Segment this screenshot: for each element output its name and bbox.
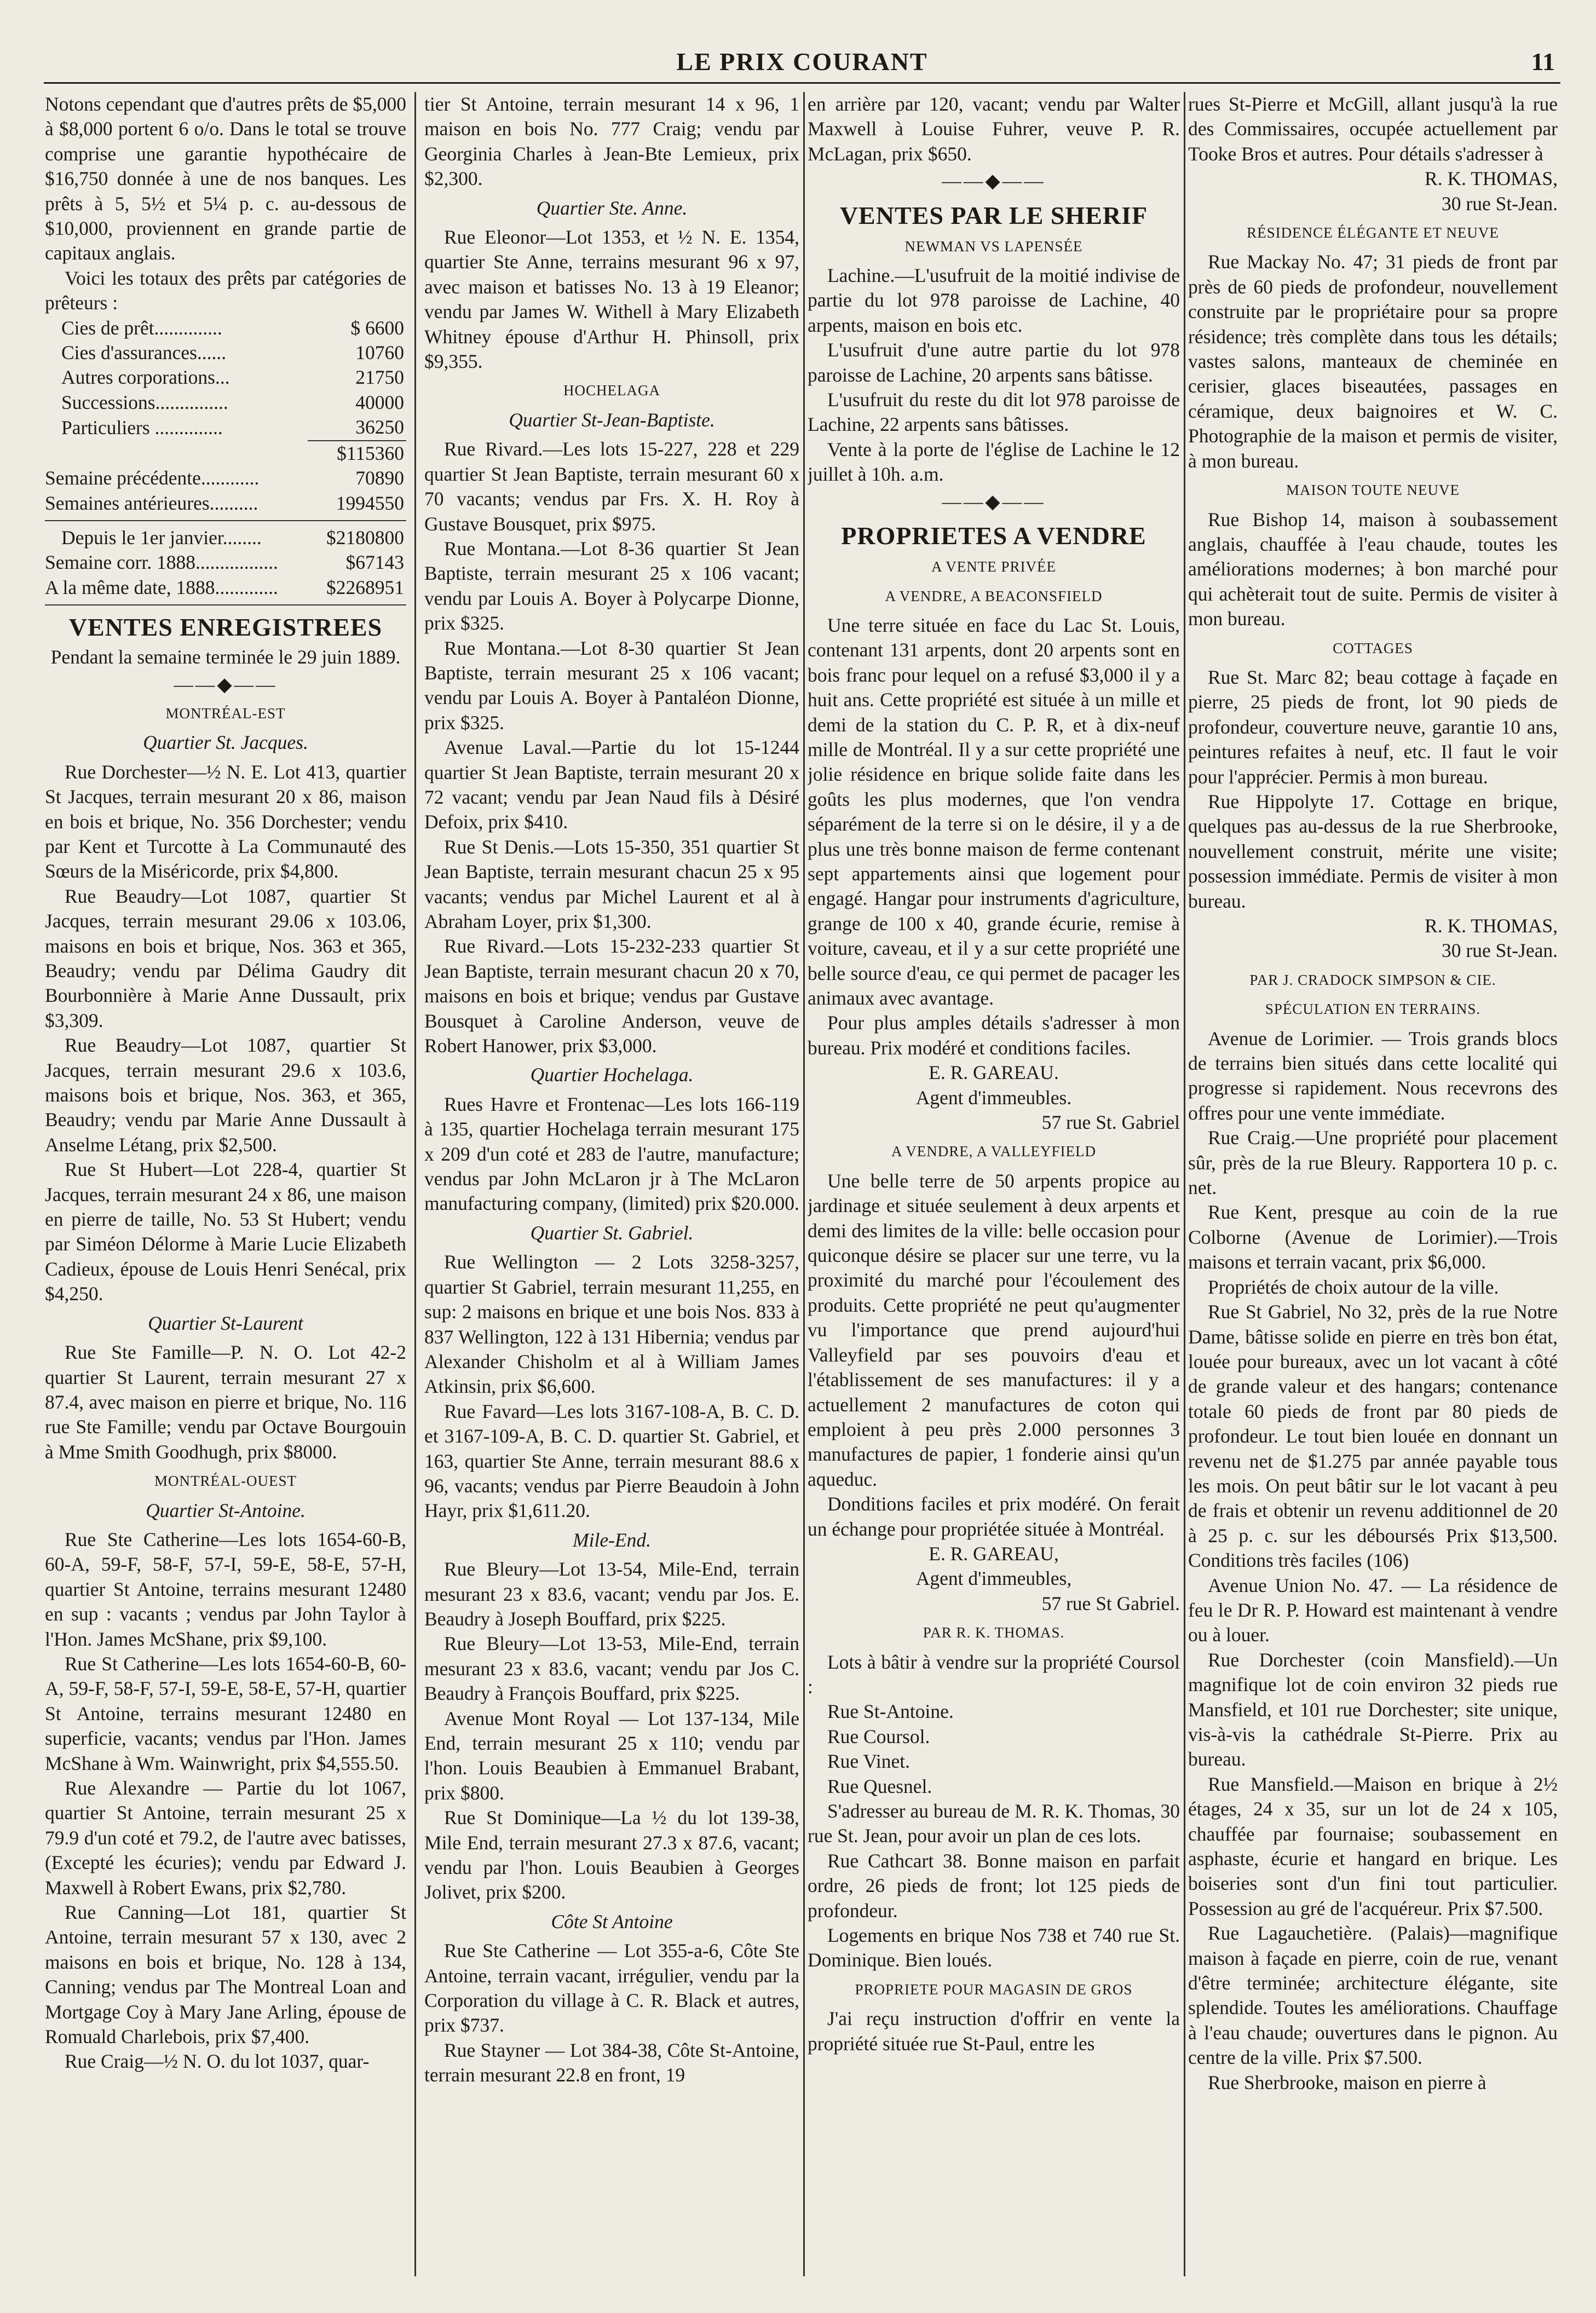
table-row [45,341,406,365]
sale-entry: Rue Favard—Les lots 3167-108-A, B. C. D. et 3167-109-A, B. C. D. quartier St. Gabriel, et 163, quartier Ste Anne, terrain mesurant 88.6 x 96, vacants; vendus par Pierre Beaudoin à John Hayr, prix $1,611.20. [424,1400,799,1522]
signature-name: E. R. GAREAU. [929,1062,1059,1084]
subsection-heading: SPÉCULATION EN TERRAINS. [1265,1001,1481,1018]
subsection-heading: A VENTE PRIVÉE [931,558,1056,575]
listing-text: Rue Dorchester (coin Mansfield).—Un magnifique lot de coin environ 32 pieds rue Mansfield, et 101 rue Dorchester; site unique, vis-à-vis la cathédrale St-Pierre. Prix au bureau. [1188,1648,1558,1770]
loan-amount: 10760 [355,342,404,364]
sale-entry: Rue Wellington — 2 Lots 3258-3257, quartier St Gabriel, terrain mesurant 11,255, en sup: 2 maisons en brique et une bois Nos. 833 à 837 Wellington, 122 à 131 Hibernia; vendus par Alexander Chisholm et al à William James Atkinsin, prix $6,600. [424,1251,799,1398]
subsection-heading: A VENDRE, A VALLEYFIELD [891,1143,1097,1160]
column-4 [1188,92,1558,2271]
divider [45,520,406,521]
sale-entry: Rue Eleonor—Lot 1353, et ½ N. E. 1354, quartier Ste Anne, terrains mesurant 96 x 97, avec maison et batisses No. 13 à 19 Eleanor; vendu par James W. Withell à Mary Elizabeth Whitney épouse d'Arthur H. Phinsoll, prix $9,355. [424,226,799,373]
listing-text: Avenue Union No. 47. — La résidence de feu le Dr R. P. Howard est maintenant à vendre ou à louer. [1188,1574,1558,1646]
signature-name: E. R. GAREAU, [929,1542,1059,1565]
sale-entry: Rue Canning—Lot 181, quartier St Antoine, terrain mesurant 57 x 130, avec 2 maisons en bois et brique, No. 128 à 134, Canning; vendus par The Montreal Loan and Mortgage Coy à Mary Jane Arling, épouse de Romuald Charlebois, prix $7,400. [45,1901,406,2048]
listing-text: rues St-Pierre et McGill, allant jusqu'à la rue des Commissaires, occupée actuellement par Tooke Bros et autres. Pour détails s'adresser à [1188,93,1558,165]
street-item: Rue Coursol. [827,1725,930,1747]
quarter-heading: Quartier St. Gabriel. [530,1221,694,1244]
case-title: NEWMAN VS LAPENSÉE [904,238,1083,255]
signature-address: 30 rue St-Jean. [1442,192,1558,215]
listing-text: J'ai reçu instruction d'offrir en vente la propriété située rue St-Paul, entre les [808,2008,1180,2055]
listing-text: Une terre située en face du Lac St. Louis, contenant 131 arpents, dont 20 arpents sont en bois franc pour lequel on a refusé $3,000 il y a huit ans. Cette propriété est située à un mille et demi de la station du C. P. R, et à dix-neuf mille de Montréal. Il y a sur cette propriété une jolie résidence en brique solide faite dans les goûts les plus modernes, que l'on vendra séparément de la terre si on le désire, il y a de plus une très bonne maison de ferme contenant sept appartements ainsi que logement pour engagé. Hangar pour instruments d'agriculture, grange de 100 x 40, grande écurie, remise à voiture, caveau, et il y a sur cette propriété une belle source d'eau, ce qui permet de pacager les animaux avec avantage. [808,614,1180,1009]
total-label: Semaines antérieures.......... [45,492,258,514]
loan-category: Cies d'assurances...... [61,342,227,364]
column-rule [1184,92,1185,2276]
quarter-heading: Quartier St-Laurent [148,1312,303,1334]
sale-entry: Rue Craig—½ N. O. du lot 1037, quar- [65,2050,370,2073]
ornament-divider: ——◆—— [942,490,1046,512]
sale-entry: Rue Ste Catherine — Lot 355-a-6, Côte Ste Antoine, terrain vacant, irrégulier, vendu par la Corporation du village à C. R. Black et autres, prix $737. [424,1940,799,2037]
signature-address: 57 rue St. Gabriel [1041,1111,1180,1134]
loan-amount: 21750 [355,366,404,389]
ornament-divider: ——◆—— [174,673,278,695]
divider [45,604,406,605]
signature-address: 30 rue St-Jean. [1442,939,1558,962]
column-1 [45,92,406,2271]
listing-text: Rue Lagauchetière. (Palais)—magnifique maison à façade en pierre, coin de rue, venant d'être terminée; architecture élégante, site splendide. Toutes les améliorations. Chauffage à l'eau chaude; ouvertures dans le pignon. Au centre de la ville. Prix $7.500. [1188,1922,1558,2069]
sale-entry: Rue Rivard.—Lots 15-232-233 quartier St Jean Baptiste, terrain mesurant chacun 20 x 70, maisons en bois et brique; vendus par Gustave Bousquet à Caroline Anderson, veuve de Robert Hanower, prix $3,000. [424,935,799,1057]
table-row [45,365,406,390]
listing-text: Rue St. Marc 82; beau cottage à façade en pierre, 25 pieds de front, lot 90 pieds de profondeur, couverture neuve, garantie 10 ans, peintures refaites à neuf, etc. Il faut le voir pour l'apprécier. Permis à mon bureau. [1188,666,1558,788]
page-number: 11 [1531,48,1555,76]
listing-text: Une belle terre de 50 arpents propice au jardinage et située seulement à deux arpents et demi des limites de la ville: belle occasion pour quiconque désire se placer sur une terre, vu la proximité du marché pour l'écoulement des produits. Cette propriété ne peut qu'augmenter vu l'importance que prend aujourd'hui Valleyfield par ses pouvoirs d'eau et l'établissement de ses manufactures: il y a actuellement 2 manufactures de coton qui emploient à peu près 2.000 personnes 3 manufactures de papier, 1 fonderie ainsi qu'un aqueduc. [808,1169,1180,1490]
table-row [45,550,406,575]
section-heading: VENTES ENREGISTREES [68,613,383,642]
sale-entry: Rues Havre et Frontenac—Les lots 166-119 à 135, quartier Hochelaga terrain mesurant 175 x 209 d'un coté et 283 de l'autre, manufacture; vendus par John McLaron jr à The McLaron manufacturing company, (limited) prix $20.000. [424,1093,799,1215]
sheriff-entry: Lachine.—L'usufruit de la moitié indivise de partie du lot 978 paroisse de Lachine, 40 arpents, maison en bois etc. [808,264,1180,336]
sale-entry: Rue Montana.—Lot 8-30 quartier St Jean Baptiste, terrain mesurant 25 x 106 vacant; vendu par Louis A. Boyer à Pantaléon Dionne, prix $325. [424,637,799,734]
sale-entry: Avenue Laval.—Partie du lot 15-1244 quartier St Jean Baptiste, terrain mesurant 20 x 72 vacant; vendu par Jean Naud fils à Désiré Defoix, prix $410. [424,736,799,833]
masthead [44,44,1560,84]
column-rule [803,92,805,2276]
listing-text: Avenue de Lorimier. — Trois grands blocs de terrains bien situés dans cette localité qui progresse si rapidement. Nous recevrons des offres pour une vente immédiate. [1188,1027,1558,1124]
table-row [45,316,406,341]
sale-entry: en arrière par 120, vacant; vendu par Walter Maxwell à Louise Fuhrer, veuve P. R. McLagan, prix $650. [808,93,1180,165]
loan-amount: $ 6600 [350,316,404,339]
listing-text: Rue St Gabriel, No 32, près de la rue Notre Dame, bâtisse solide en pierre en très bon état, louée pour bureaux, avec un lot vacant à côté de grande valeur et des hangars; contenance totale 60 pieds de front par 80 pieds de profondeur. Le tout bien louée en donnant un revenu net de $1.275 par année payable tous les mois. On peut bâtir sur le lot vacant à peu de frais et obtenir un revenu additionnel de 20 à 25 p. c. sur les déboursés Prix $13,500. Conditions très faciles (106) [1188,1301,1558,1572]
table-row [45,466,406,491]
total-value: 1994550 [336,492,404,514]
sale-entry: Rue Bleury—Lot 13-54, Mile-End, terrain mesurant 23 x 83.6, vacant; vendu par Jos. E. Beaudry à Joseph Bouffard, prix $225. [424,1558,799,1630]
weekly-totals-table [45,466,406,516]
section-heading: PROPRIETES A VENDRE [841,522,1146,550]
cumulative-totals-table [45,526,406,600]
subsection-heading: COTTAGES [1333,639,1413,656]
paragraph: Notons cependant que d'autres prêts de $5,000 à $8,000 portent 6 o/o. Dans le total se trouve comprise une garantie hypothécaire de $16,750 donnée à une de nos banques. Les prêts à 5, 5½ et 5¼ p. c. au-dessous de $10,000, proviennent en grande partie de capitaux anglais. [45,93,406,264]
signature-address: 57 rue St Gabriel. [1041,1592,1180,1614]
signature-name: R. K. THOMAS, [1425,915,1558,937]
quarter-heading: Quartier St-Jean-Baptiste. [509,408,715,431]
ornament-divider: ——◆—— [942,170,1046,192]
sale-entry: Rue Montana.—Lot 8-36 quartier St Jean Baptiste, terrain mesurant 25 x 106 vacant; vendu par Louis A. Boyer à Polycarpe Dionne, prix $325. [424,537,799,635]
street-item: Rue St-Antoine. [827,1700,954,1723]
quarter-heading: Quartier Ste. Anne. [536,197,688,219]
sale-entry: Rue St Dominique—La ½ du lot 139-38, Mile End, terrain mesurant 27.3 x 87.6, vacant; vendu par l'hon. Louis Beaubien à Georges Jolivet, prix $200. [424,1807,799,1904]
subsection-heading: PROPRIETE POUR MAGASIN DE GROS [855,1981,1133,1998]
sale-entry: Rue Rivard.—Les lots 15-227, 228 et 229 quartier St Jean Baptiste, terrain mesurant 60 x 70 vacants; vendus par Frs. X. H. Roy à Gustave Bousquet, prix $975. [424,438,799,535]
table-row [45,575,406,600]
quarter-heading: Quartier Hochelaga. [530,1064,694,1086]
newspaper-title: LE PRIX COURANT [676,48,928,76]
listing-text: Rue Craig.—Une propriété pour placement sûr, près de la rue Bleury. Rapportera 10 p. c. net. [1188,1127,1558,1199]
sale-entry: Rue Dorchester—½ N. E. Lot 413, quartier St Jacques, terrain mesurant 20 x 86, maison en bois et brique, No. 356 Dorchester; vendu par Kent et Turcotte à La Communauté des Sœurs de la Miséricorde, prix $4,800. [45,760,406,882]
sale-entry: Rue Bleury—Lot 13-53, Mile-End, terrain mesurant 23 x 83.6, vacant; vendu par Jos C. Beaudry à François Bouffard, prix $225. [424,1633,799,1705]
total-label: Depuis le 1er janvier........ [61,526,262,549]
subsection-heading: MAISON TOUTE NEUVE [1286,482,1460,499]
subsection-heading: PAR J. CRADOCK SIMPSON & CIE. [1249,971,1496,988]
signature-role: Agent d'immeubles. [915,1086,1072,1109]
quarter-heading: Côte St Antoine [551,1910,673,1933]
listing-text: Rue Hippolyte 17. Cottage en brique, quelques pas au-dessus de la rue Sherbrooke, nouvellement construit, mérite une visite; possession immédiate. Permis de visiter à mon bureau. [1188,790,1558,912]
table-row [45,491,406,516]
table-row [45,441,406,466]
column-2 [424,92,799,2271]
listing-text: Rue Cathcart 38. Bonne maison en parfait ordre, 26 pieds de front; lot 125 pieds de profondeur. [808,1849,1180,1922]
subsection-heading: RÉSIDENCE ÉLÉGANTE ET NEUVE [1247,224,1499,241]
listing-text: Rue Sherbrooke, maison en pierre à [1208,2071,1486,2093]
sale-entry: Rue Ste Catherine—Les lots 1654-60-B, 60-A, 59-F, 58-F, 57-I, 59-E, 58-E, 57-H, quartier St Antoine, terrains mesurant 12480 en sup : vacants ; vendus par John Taylor à l'Hon. James McShane, prix $9,100. [45,1528,406,1650]
quarter-heading: Quartier St-Antoine. [146,1499,306,1521]
loan-category: Autres corporations... [61,366,230,389]
district-heading: MONTRÉAL-EST [165,705,286,722]
listing-text: Lots à bâtir à vendre sur la propriété Coursol : [808,1651,1180,1698]
quarter-heading: Mile-End. [573,1528,651,1551]
table-row [45,415,406,440]
table-row [45,526,406,550]
listing-text: Rue Mansfield.—Maison en brique à 2½ étages, 24 x 35, sur un lot de 24 x 105, chauffée par fournaise; soubassement en asphaste, écurie et hangard en brique. Les boiseries sont d'un fini tout particulier. Possession au gré de l'acquéreur. Prix $7.500. [1188,1773,1558,1919]
sheriff-entry: L'usufruit d'une autre partie du lot 978 paroisse de Lachine, 20 arpents sans bâtisse. [808,339,1180,386]
sheriff-entry: L'usufruit du reste du dit lot 978 paroisse de Lachine, 22 arpents sans bâtisses. [808,389,1180,436]
section-heading: VENTES PAR LE SHERIF [839,201,1148,229]
listing-text: Logements en brique Nos 738 et 740 rue St. Dominique. Bien loués. [808,1924,1180,1971]
paragraph: Voici les totaux des prêts par catégories de prêteurs : [45,267,406,314]
quarter-heading: Quartier St. Jacques. [143,731,308,754]
listing-text: Rue Mackay No. 47; 31 pieds de front par près de 60 pieds de profondeur, nouvellement construite par le propriétaire pour sa propre résidence; très complète dans tous les détails; vastes salons, manteaux de cheminée en cerisier, glaces biseautées, passages en céramique, deux baignoires et W. C. Photographie de la maison et permis de visiter, à mon bureau. [1188,251,1558,472]
sale-entry: Rue Beaudry—Lot 1087, quartier St Jacques, terrain mesurant 29.6 x 103.6, maisons bois et brique, Nos. 363, et 365, Beaudry; vendu par Marie Anne Dussault à Anselme Létang, prix $2,500. [45,1034,406,1156]
subsection-heading: A VENDRE, A BEACONSFIELD [885,587,1103,604]
total-label: Semaine précédente............ [45,467,260,489]
loan-category: Particuliers .............. [61,416,223,439]
sale-entry: Rue St Denis.—Lots 15-350, 351 quartier St Jean Baptiste, terrain mesurant chacun 25 x 95 vacants; vendus par Michel Laurent et al à Abraham Loyer, prix $1,300. [424,835,799,932]
listing-text: Pour plus amples détails s'adresser à mon bureau. Prix modéré et conditions faciles. [808,1012,1180,1059]
loan-amount: 36250 [355,416,404,439]
signature-role: Agent d'immeubles, [915,1567,1072,1590]
loan-category: Successions............... [61,391,228,413]
sale-entry: Rue St Catherine—Les lots 1654-60-B, 60-A, 59-F, 58-F, 57-I, 59-E, 58-E, 57-H, quartier St Antoine, terrains mesurant 12480 en superficie, vacants; vendus par l'Hon. James McShane à Wm. Wainwright, prix $4,555.50. [45,1652,406,1774]
section-subheading: Pendant la semaine terminée le 29 juin 1889. [50,646,401,668]
subsection-heading: PAR R. K. THOMAS. [923,1624,1065,1641]
district-heading: HOCHELAGA [563,382,660,399]
total-value: $67143 [345,551,404,574]
table-row [45,390,406,415]
total-value: $2180800 [326,526,404,549]
listing-text: S'adresser au bureau de M. R. K. Thomas, 30 rue St. Jean, pour avoir un plan de ces lots. [808,1800,1180,1847]
sheriff-entry: Vente à la porte de l'église de Lachine le 12 juillet à 10h. a.m. [808,438,1180,486]
listing-text: Rue Bishop 14, maison à soubassement anglais, chauffée à l'eau chaude, toutes les améliorations modernes; à bon marché pour qui achèterait tout de suite. Permis de visiter à mon bureau. [1188,508,1558,630]
sale-entry: Rue Stayner — Lot 384-38, Côte St-Antoine, terrain mesurant 22.8 en front, 19 [424,2039,799,2086]
sale-entry: tier St Antoine, terrain mesurant 14 x 96, 1 maison en bois No. 777 Craig; vendu par Georginia Charles à Jean-Bte Lemieux, prix $2,300. [424,93,799,190]
sale-entry: Rue St Hubert—Lot 228-4, quartier St Jacques, terrain mesurant 24 x 86, une maison en pierre de taille, No. 53 St Hubert; vendu par Siméon Délorme à Marie Lucie Elizabeth Cadieux, épouse de Louis Henri Senécal, prix $4,250. [45,1158,406,1305]
listing-text: Rue Kent, presque au coin de la rue Colborne (Avenue de Lorimier).—Trois maisons et terrain vacant, prix $6,000. [1188,1201,1558,1273]
listing-text: Propriétés de choix autour de la ville. [1208,1276,1499,1298]
sale-entry: Rue Beaudry—Lot 1087, quartier St Jacques, terrain mesurant 29.06 x 103.06, maisons en bois et brique, Nos. 363 et 365, Beaudry; vendu par Délima Gaudry dit Bourbonnière à Marie Anne Dussault, prix $3,309. [45,885,406,1031]
column-3 [808,92,1180,2271]
listing-text: Donditions faciles et prix modéré. On ferait un échange pour propriétée située à Montréal. [808,1493,1180,1540]
signature-name: R. K. THOMAS, [1425,168,1558,190]
loan-amount: 40000 [355,391,404,413]
street-item: Rue Quesnel. [827,1775,932,1797]
loans-by-category-table [45,316,406,466]
loan-category: Cies de prêt.............. [61,316,222,339]
district-heading: MONTRÉAL-OUEST [154,1473,297,1490]
total-value: 70890 [355,467,404,489]
sale-entry: Rue Alexandre — Partie du lot 1067, quartier St Antoine, terrain mesurant 25 x 79.9 d'un coté et 79.2, de l'autre avec batisses, (Excepté les écuries); vendu par Edward J. Maxwell à Robert Ewans, prix $2,780. [45,1777,406,1899]
total-label: Semaine corr. 1888................. [45,551,278,574]
total-label: A la même date, 1888............. [45,576,278,598]
column-rule [414,92,416,2276]
loan-total: $115360 [308,441,406,466]
street-item: Rue Vinet. [827,1750,911,1773]
sale-entry: Avenue Mont Royal — Lot 137-134, Mile End, terrain mesurant 25 x 110; vendu par l'hon. Louis Beaubien à Emmanuel Brabant, prix $800. [424,1707,799,1804]
sale-entry: Rue Ste Famille—P. N. O. Lot 42-2 quartier St Laurent, terrain mesurant 27 x 87.4, avec maison en pierre et brique, No. 116 rue Ste Famille; vendu par Octave Bourgouin à Mme Smith Goodhugh, prix $8000. [45,1341,406,1463]
total-value: $2268951 [326,576,404,598]
